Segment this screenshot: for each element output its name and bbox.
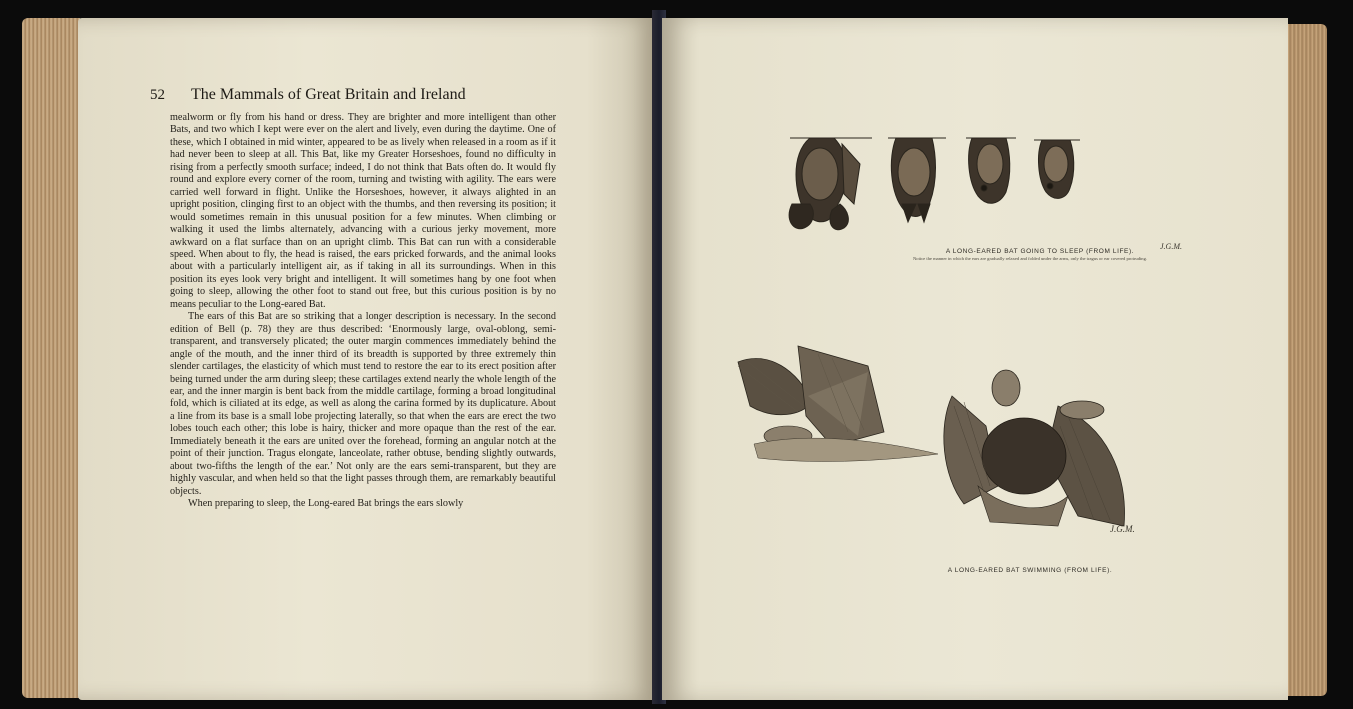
body-text (170, 112, 556, 511)
left-page-stack (22, 18, 80, 698)
top-caption-note: Notice the manner in which the ears are gradually relaxed and folded under the arms, only the tragus or ear covered protruding. (912, 256, 1148, 261)
sleeping-bats-illustration (780, 124, 1100, 234)
paragraph: When preparing to sleep, the Long-eared Bat brings the ears slowly (188, 498, 464, 510)
swimming-bats-illustration (728, 336, 1158, 556)
paragraph: The ears of this Bat are so striking that a longer description is necessary. In the second edition of Bell (p. 78) they are thus described: ‘Enormously large, oval-oblong, semi-transparent, and transversely plicated; the outer margin commences immediately behind the angle of the mouth, and the inner third of its breadth is supported by three extremely thin slender cartilages, the elasticity of which must tend to restore the ear to its erect position after being turned under the arm during sleep; these cartilages extend nearly the whole length of the ear, and the inner margin is bent back from the middle cartilage, forming a broad longitudinal fold, which is ciliated at its edge, as well as along the carina formed by its duplicature. About a line from its base is a small lobe projecting laterally, so that when the ears are erect the two lobes touch each other; this lobe is hairy, thicker and more opaque than the rest of the ear. Immediately beneath it the ears are united over the forehead, forming an angular notch at the point of their junction. Tragus elongate, lanceolate, rather obtuse, bending slightly outwards, about two-fifths the length of the ear.’ Not only are the ears semi-transparent, but they are highly vascular, and when held so that the light passes through them, are remarkably beautiful objects. (170, 311, 556, 497)
swimming-bat-left (738, 346, 938, 461)
artist-signature: J.G.M. (1160, 242, 1182, 251)
bat-figure (789, 138, 872, 230)
top-caption: A LONG-EARED BAT GOING TO SLEEP (FROM LIFE). (945, 248, 1135, 255)
bat-figure (966, 138, 1016, 203)
running-title: The Mammals of Great Britain and Ireland (191, 86, 466, 103)
swimming-bat-right (944, 370, 1125, 526)
running-head (150, 86, 600, 104)
page-number: 52 (150, 87, 165, 103)
bat-figure (888, 138, 946, 222)
bat-figure (1034, 140, 1080, 198)
right-page-stack (1287, 24, 1327, 696)
artist-signature: J.G.M. (1110, 524, 1135, 534)
bottom-caption: A LONG-EARED BAT SWIMMING (FROM LIFE). (947, 567, 1113, 574)
paragraph: mealworm or fly from his hand or dress. They are brighter and more intelligent than other Bats, and two which I kept were ever on the alert and lively, even during the daytime. One of these, which I obtained in mid winter, appeared to be as lively when released in a room as if it had never been to sleep at all. This Bat, like my Greater Horseshoes, found no difficulty in rising from a perfectly smooth surface; indeed, I do not think that Bats often do. It would fly round and explore every corner of the room, turning and twisting with agility. The ears were carried well forward in flight. Unlike the Horseshoes, however, it always alighted in an upright position, clinging first to an object with the thumbs, and then reversing its position; it would sometimes remain in this unusual position for a few minutes. When climbing or walking it used the limbs alternately, advancing with a curious jerky movement, more awkward on a flat surface than on an upright climb. This Bat can run with a considerable speed. When about to fly, the head is raised, the ears pricked forwards, and the animal looks about with a particularly intelligent air, as if taking in all its surroundings. When in this position its eyes look very bright and intelligent. It will sometimes hang by one foot when going to sleep, allowing the other foot to stand out free, but this curious position is by no means peculiar to the Long-eared Bat. (170, 112, 556, 310)
